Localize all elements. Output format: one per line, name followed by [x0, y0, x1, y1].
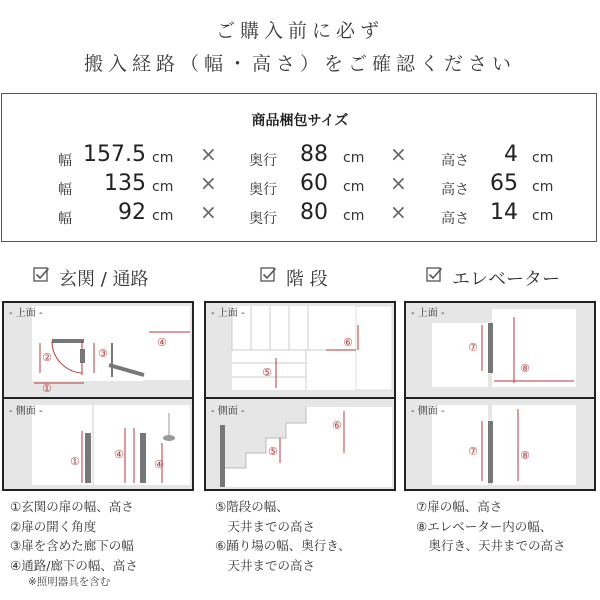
width-value: 92 — [118, 200, 146, 225]
height-label: 高さ — [441, 182, 469, 198]
height-value: 4 — [504, 142, 518, 167]
entrance-diagram — [2, 301, 194, 491]
section-title-entrance: 玄関 / 通路 — [59, 269, 149, 290]
section-title-stairs: 階 段 — [286, 269, 328, 290]
depth-value: 60 — [300, 171, 328, 196]
times-icon: × — [200, 200, 217, 224]
notice-line-2: 搬入経路（幅・高さ）をご確認ください — [83, 53, 516, 75]
depth-value: 80 — [300, 200, 328, 225]
checkbox-icon — [33, 266, 50, 283]
width-label: 幅 — [58, 211, 72, 227]
marker-3: ③ — [98, 347, 108, 360]
unit: cm — [343, 150, 365, 166]
unit: cm — [152, 179, 174, 195]
note-line: ⑦扉の幅、高さ — [416, 499, 503, 514]
height-value: 14 — [490, 200, 518, 225]
height-value: 65 — [490, 171, 518, 196]
times-icon: × — [390, 200, 407, 224]
width-value: 135 — [104, 171, 146, 196]
checkbox-icon — [260, 266, 277, 283]
size-row-1 — [0, 142, 600, 172]
unit: cm — [152, 150, 174, 166]
marker-4: ④ — [157, 336, 167, 349]
unit: cm — [343, 208, 365, 224]
note-line: 天井までの高さ — [215, 518, 316, 534]
note-line: ⑤階段の幅、 — [215, 499, 289, 514]
marker-5: ⑤ — [268, 445, 278, 458]
unit: cm — [532, 150, 554, 166]
times-icon: × — [390, 142, 407, 166]
unit: cm — [152, 208, 174, 224]
top-view-label: - 上面 - — [9, 308, 43, 319]
marker-2: ② — [42, 351, 52, 364]
section-title-elevator: エレベーター — [452, 269, 560, 290]
width-label: 幅 — [58, 153, 72, 169]
note-line: 奥行き、天井までの高さ — [416, 538, 566, 553]
note-line: ④通路/廊下の幅、高さ — [10, 557, 138, 573]
checkbox-icon — [426, 266, 443, 283]
unit: cm — [343, 179, 365, 195]
top-view-label: - 上面 - — [211, 308, 245, 319]
top-view-label: - 上面 - — [411, 308, 445, 319]
width-label: 幅 — [58, 182, 72, 198]
note-line: ⑧エレベーター内の幅、 — [416, 518, 553, 534]
unit: cm — [532, 179, 554, 195]
height-label: 高さ — [441, 211, 469, 227]
note-line: 天井までの高さ — [215, 557, 316, 573]
side-view-label: - 側面 - — [211, 406, 245, 417]
stairs-diagram — [204, 301, 396, 491]
marker-7: ⑦ — [468, 341, 478, 354]
marker-8: ⑧ — [520, 449, 530, 462]
notes-elevator — [416, 497, 566, 556]
times-icon: × — [200, 171, 217, 195]
note-line: ①玄関の扉の幅、高さ — [10, 499, 134, 514]
marker-4: ④ — [154, 458, 164, 471]
marker-8: ⑧ — [520, 362, 530, 375]
side-view-label: - 側面 - — [9, 406, 43, 417]
height-label: 高さ — [441, 153, 469, 169]
unit: cm — [532, 208, 554, 224]
note-small: ※照明器具を含む — [28, 576, 111, 588]
marker-4: ④ — [114, 448, 124, 461]
marker-5: ⑤ — [262, 366, 272, 379]
depth-label: 奥行 — [249, 153, 277, 169]
depth-value: 88 — [300, 142, 328, 167]
times-icon: × — [200, 142, 217, 166]
notes-stairs — [215, 497, 351, 575]
marker-6: ⑥ — [332, 419, 342, 432]
marker-1: ① — [42, 382, 52, 395]
size-row-2 — [0, 171, 600, 201]
width-value: 157.5 — [83, 142, 146, 167]
package-size-title: 商品梱包サイズ — [251, 113, 349, 129]
elevator-diagram — [404, 301, 596, 491]
marker-6: ⑥ — [343, 336, 353, 349]
depth-label: 奥行 — [249, 211, 277, 227]
note-line: ⑥踊り場の幅、奥行き、 — [215, 538, 351, 553]
times-icon: × — [390, 171, 407, 195]
note-line: ③扉を含めた廊下の幅 — [10, 538, 134, 553]
side-view-label: - 側面 - — [411, 406, 445, 417]
notice-line-1: ご購入前に必ず — [215, 20, 384, 42]
size-row-3 — [0, 200, 600, 230]
marker-1: ① — [70, 455, 80, 468]
notes-entrance — [10, 497, 138, 589]
marker-7: ⑦ — [468, 445, 478, 458]
note-line: ②扉の開く角度 — [10, 518, 97, 534]
depth-label: 奥行 — [249, 182, 277, 198]
